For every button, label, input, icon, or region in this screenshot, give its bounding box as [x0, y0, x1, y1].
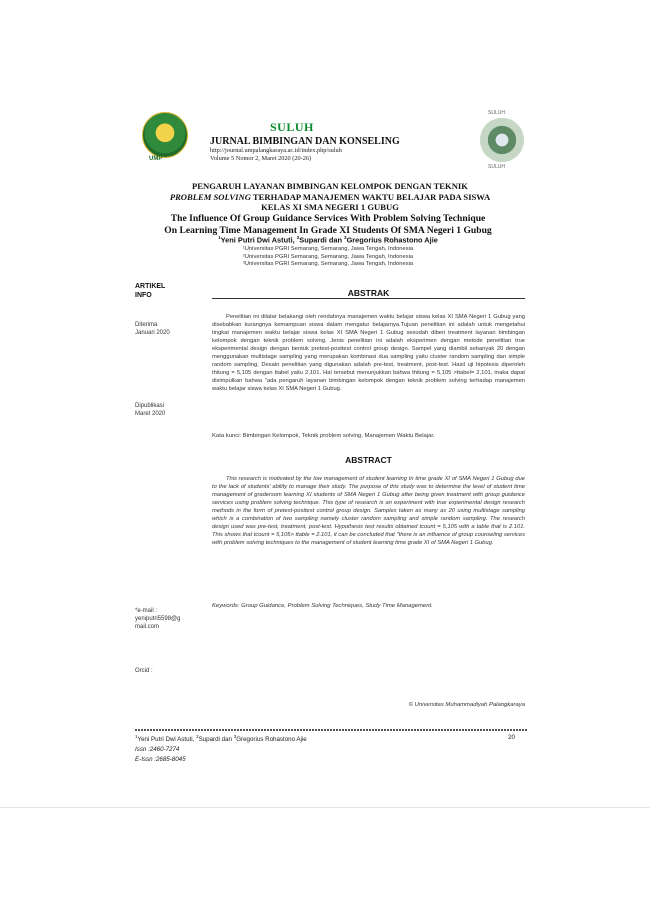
page-number: 20 [508, 734, 516, 741]
abstrak-heading: ABSTRAK [347, 288, 390, 298]
orcid-label: Orcid : [135, 668, 153, 674]
abstrak-body: Penelitian ini dilatar belakangi oleh rendahnya manajemen waktu belajar siswa kelas XI SMA Negeri 1 Gubug yang disebabkan kurangnya kemampuan siswa dalam mengatur belajarnya.Tujuan penelitian ini adalah untuk mengetahui tingkat manajemen waktu belajar siswa kelas XI SMA Negeri 1 Gubug sesudah diberi treatment layanan bimbingan kelompok dengan teknik problem solving. Jenis penelitian ini adalah eksperimen dengan metode penelitian true eksperimental design dengan bentuk pretest-posttest control group design. Sampel yang diambil sebanyak 20 dengan menggunakan multistage sampling yang merupakan kombinasi dua sampling yaitu cluster random sampling dan simple random sampling. Desain penelitian yang digunakan adalah pre-test, treatment, post-test. Hasil uji hipotesis diperoleh thitung = 5,105 dengan ttabel yaitu 2,101. Hal tersebut menunjukkan bahwa thitung = 5,105 >ttabel= 2,101, maka dapat disimpulkan bahwa "ada pengaruh layanan bimbingan kelompok dengan teknik problem solving terhadap manajemen waktu belajar siswa kelas XI SMA Negeri 1 Gubug. [212, 314, 525, 393]
author-2: Supardi dan [299, 235, 345, 245]
journal-logo-caption-top: SULUH [488, 110, 505, 116]
title-en-line-1: The Influence Of Group Guidance Services With Problem Solving Technique [170, 213, 486, 224]
published-date: Maret 2020 [135, 411, 166, 417]
affiliation-1: ¹Universitas PGRI Semarang, Semarang, Jawa Tengah, Indonesia [242, 246, 414, 252]
received-date: Januari 2020 [135, 330, 170, 336]
abstract-heading: ABSTRACT [345, 455, 392, 465]
footer-authors [135, 734, 307, 743]
title-id-line-1: PENGARUH LAYANAN BIMBINGAN KELOMPOK DENGAN TEKNIK [192, 181, 468, 191]
author-sup-1: 1 [218, 235, 221, 240]
issn: Issn :2460-7274 [135, 746, 180, 753]
published-label: Dipublikasi [135, 403, 165, 409]
footer-issn-block [135, 745, 186, 765]
paper-title-indonesian [140, 181, 520, 213]
journal-logo-caption-bottom: SULUH [488, 164, 505, 170]
published-info [135, 402, 165, 418]
university-logo-caption: UMP [149, 156, 163, 162]
footer-author-sup-1: 1 [135, 734, 138, 739]
footer-author-sup-2: 2 [196, 734, 199, 739]
author-1: Yeni Putri Dwi Astuti, [220, 235, 297, 245]
university-logo [142, 112, 188, 158]
copyright-notice: © Universitas Muhammadiyah Palangkaraya [408, 702, 525, 708]
title-en-line-2: On Learning Time Management In Grade XI Students Of SMA Negeri 1 Gubug [164, 224, 492, 236]
author-sup-3: 3 [344, 235, 347, 240]
footer-author-1: Yeni Putri Dwi Astuti, [137, 736, 197, 744]
journal-name: SULUH [270, 120, 314, 134]
email-value-line-1[interactable]: yeniputri5598@g [135, 616, 181, 622]
article-info-heading-line-1: ARTIKEL [135, 283, 166, 290]
footer-divider [135, 729, 528, 731]
e-issn: E-Issn :2685-8045 [135, 756, 186, 763]
footer-author-sup-3: 3 [233, 734, 237, 739]
author-3: Gregorius Rohastono Ajie [346, 235, 438, 245]
title-id-line-2 [140, 192, 520, 203]
page-bottom-rule [0, 807, 650, 808]
section-divider [212, 298, 525, 299]
article-info-heading-line-2: INFO [135, 291, 152, 299]
journal-url[interactable]: http://journal.umpalangkaraya.ac.id/index.php/suluh [210, 147, 342, 154]
author-list [128, 235, 528, 244]
article-info-heading [135, 283, 165, 300]
footer-author-3: Gregorius Rohastono Ajie [236, 736, 307, 744]
title-id-line-2-rest: TERHADAP MANAJEMEN WAKTU BELAJAR PADA SISWA [250, 191, 491, 202]
email-info [135, 607, 180, 631]
journal-masthead [210, 120, 480, 163]
abstract-keywords: Keywords: Group Guidance, Problem Solving Techniques, Study Time Management. [212, 603, 433, 609]
received-info [135, 321, 170, 337]
email-label: *e-mail : [135, 608, 158, 614]
received-label: Diterima [135, 322, 158, 328]
journal-volume: Volume 5 Nomor 2, Maret 2020 (20-26) [210, 155, 312, 162]
journal-subtitle: JURNAL BIMBINGAN DAN KONSELING [210, 136, 400, 147]
affiliation-2: ²Universitas PGRI Semarang, Semarang, Jawa Tengah, Indonesia [242, 253, 414, 260]
email-value-line-2[interactable]: mail.com [135, 624, 160, 630]
paper-title-english [128, 213, 528, 236]
title-id-italic: PROBLEM SOLVING [169, 191, 251, 202]
affiliation-3: ³Universitas PGRI Semarang, Semarang, Jawa Tengah, Indonesia [242, 261, 414, 268]
affiliations [128, 246, 528, 269]
abstrak-keywords: Kata kunci: Bimbingan Kelompok, Teknik problem solving, Manajemen Waktu Belajar. [212, 433, 435, 439]
author-sup-2: 2 [296, 235, 300, 240]
title-id-line-3: KELAS XI SMA NEGERI 1 GUBUG [261, 202, 399, 212]
footer-author-2: Supardi dan [198, 736, 234, 744]
abstract-body: This research is motivated by the low management of student learning In time grade XI of SMA Negeri 1 Gubug due to the lack of students' ability to manage their study. The purpose of this study was to determine the level of student time management of gradersom learning XI students of SMA Negeri 1 Gubug after being given treatment with group guidance services using problem solving technique. This type of research is an experiment with true experimental design research methods in the form of pretest-posttest control group design. Samples taken as many as 20 using multistage sampling which is a combination of two sampling namely cluster random sampling and simple random sampling. The research design used was pre-test, treatment, post-test. Hypothesis test results obtained tcount = 5,105 with a table that is 2.101. This shows that tcount = 5,105> ttable = 2.101, it can be concluded that "there is an influence of group counseling services with problem solving techniques to the management of student learning time grade XI of SMA Negeri 1 Gubug. [212, 476, 525, 547]
journal-logo [480, 118, 524, 162]
